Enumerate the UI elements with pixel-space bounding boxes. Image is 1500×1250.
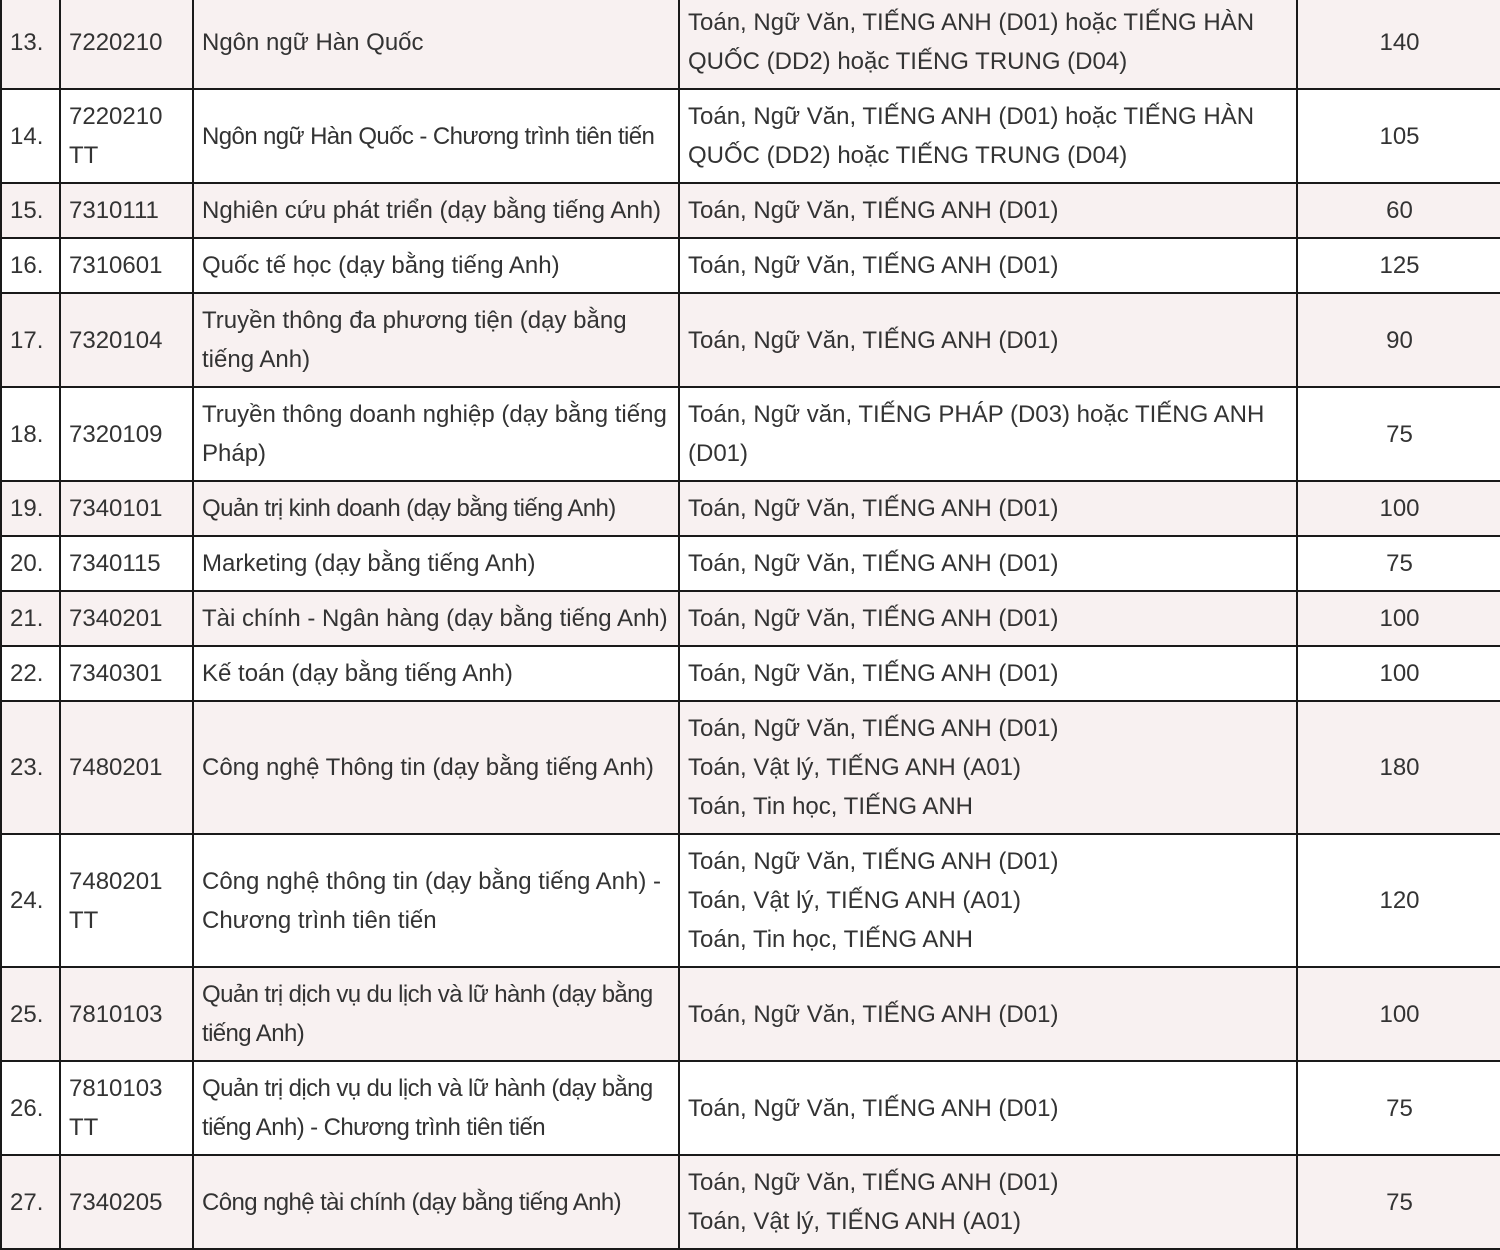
table-row — [1, 591, 1500, 646]
table-row — [1, 183, 1500, 238]
major-code — [60, 834, 193, 967]
row-number: 14. — [1, 89, 60, 183]
subject-combination: Toán, Vật lý, TIẾNG ANH (A01) — [688, 754, 1022, 781]
subject-combination: Toán, Tin học, TIẾNG ANH — [688, 793, 974, 820]
row-number: 24. — [1, 834, 60, 967]
table-row — [1, 238, 1500, 293]
major-name: Quản trị dịch vụ du lịch và lữ hành (dạy bằng tiếng Anh) — [193, 967, 679, 1061]
subject-combination: Toán, Ngữ văn, TIẾNG PHÁP (D03) hoặc TIẾNG ANH (D01) — [688, 401, 1265, 467]
subject-combinations — [679, 967, 1297, 1061]
major-name: Công nghệ tài chính (dạy bằng tiếng Anh) — [193, 1155, 679, 1249]
table-row — [1, 536, 1500, 591]
major-name: Ngôn ngữ Hàn Quốc — [193, 0, 679, 89]
major-name: Marketing (dạy bằng tiếng Anh) — [193, 536, 679, 591]
admission-quota: 100 — [1297, 646, 1500, 701]
subject-combinations — [679, 0, 1297, 89]
subject-combinations — [679, 1061, 1297, 1155]
major-code-line: 7340301 — [69, 660, 163, 687]
major-code-line: 7310601 — [69, 252, 163, 279]
subject-combinations — [679, 293, 1297, 387]
subject-combinations — [679, 701, 1297, 834]
major-code — [60, 967, 193, 1061]
table-row — [1, 701, 1500, 834]
subject-combinations — [679, 89, 1297, 183]
admission-quota: 60 — [1297, 183, 1500, 238]
table-body — [1, 0, 1500, 1249]
admission-quota: 100 — [1297, 481, 1500, 536]
subject-combinations — [679, 834, 1297, 967]
major-name: Công nghệ thông tin (dạy bằng tiếng Anh) - Chương trình tiên tiến — [193, 834, 679, 967]
major-code — [60, 591, 193, 646]
major-code — [60, 1061, 193, 1155]
major-code — [60, 1155, 193, 1249]
row-number: 22. — [1, 646, 60, 701]
admission-quota: 125 — [1297, 238, 1500, 293]
row-number: 18. — [1, 387, 60, 481]
row-number: 26. — [1, 1061, 60, 1155]
major-code-line: 7480201 — [69, 867, 163, 895]
major-code-line: 7340101 — [69, 495, 163, 522]
subject-combination: Toán, Ngữ Văn, TIẾNG ANH (D01) — [688, 660, 1059, 687]
admission-quota: 120 — [1297, 834, 1500, 967]
major-code-line: 7320109 — [69, 420, 163, 448]
subject-combination: Toán, Ngữ Văn, TIẾNG ANH (D01) — [688, 326, 1059, 354]
subject-combination: Toán, Ngữ Văn, TIẾNG ANH (D01) — [688, 715, 1059, 742]
major-code — [60, 183, 193, 238]
major-name: Ngôn ngữ Hàn Quốc - Chương trình tiên tiến — [193, 89, 679, 183]
row-number: 23. — [1, 701, 60, 834]
row-number: 20. — [1, 536, 60, 591]
table-row — [1, 387, 1500, 481]
admission-quota: 105 — [1297, 89, 1500, 183]
admission-quota: 75 — [1297, 536, 1500, 591]
major-code-line: 7810103 — [69, 1075, 163, 1102]
major-code — [60, 646, 193, 701]
major-code — [60, 0, 193, 89]
subject-combination: Toán, Ngữ Văn, TIẾNG ANH (D01) — [688, 1094, 1059, 1122]
major-code — [60, 481, 193, 536]
major-code-line: 7310111 — [69, 197, 159, 224]
major-code — [60, 536, 193, 591]
admission-quota: 75 — [1297, 1061, 1500, 1155]
subject-combination: Toán, Ngữ Văn, TIẾNG ANH (D01) — [688, 550, 1059, 577]
major-code — [60, 701, 193, 834]
table-row — [1, 967, 1500, 1061]
major-code-line: TT — [69, 142, 99, 169]
subject-combination: Toán, Ngữ Văn, TIẾNG ANH (D01) — [688, 1169, 1059, 1196]
major-code-line: 7480201 — [69, 754, 163, 781]
subject-combination: Toán, Ngữ Văn, TIẾNG ANH (D01) — [688, 252, 1059, 279]
major-name: Kế toán (dạy bằng tiếng Anh) — [193, 646, 679, 701]
admission-quota: 90 — [1297, 293, 1500, 387]
major-code — [60, 89, 193, 183]
admission-quota: 180 — [1297, 701, 1500, 834]
admission-quota: 140 — [1297, 0, 1500, 89]
major-code — [60, 387, 193, 481]
subject-combination: Toán, Ngữ Văn, TIẾNG ANH (D01) — [688, 1000, 1059, 1028]
subject-combination: Toán, Ngữ Văn, TIẾNG ANH (D01) hoặc TIẾNG HÀN QUỐC (DD2) hoặc TIẾNG TRUNG (D04) — [688, 9, 1255, 75]
admission-quota: 100 — [1297, 967, 1500, 1061]
major-name: Quản trị kinh doanh (dạy bằng tiếng Anh) — [193, 481, 679, 536]
table-row — [1, 834, 1500, 967]
subject-combination: Toán, Ngữ Văn, TIẾNG ANH (D01) hoặc TIẾNG HÀN QUỐC (DD2) hoặc TIẾNG TRUNG (D04) — [688, 103, 1255, 169]
major-code-line: TT — [69, 906, 99, 934]
major-name: Truyền thông đa phương tiện (dạy bằng tiếng Anh) — [193, 293, 679, 387]
major-code — [60, 238, 193, 293]
table-row — [1, 293, 1500, 387]
subject-combinations — [679, 481, 1297, 536]
major-code-line: 7220210 — [69, 28, 163, 56]
major-name: Truyền thông doanh nghiệp (dạy bằng tiếng Pháp) — [193, 387, 679, 481]
major-code-line: 7810103 — [69, 1000, 163, 1028]
subject-combination: Toán, Tin học, TIẾNG ANH — [688, 926, 974, 953]
subject-combinations — [679, 1155, 1297, 1249]
row-number: 27. — [1, 1155, 60, 1249]
subject-combination: Toán, Vật lý, TIẾNG ANH (A01) — [688, 1208, 1022, 1235]
row-number: 13. — [1, 0, 60, 89]
subject-combination: Toán, Vật lý, TIẾNG ANH (A01) — [688, 887, 1022, 914]
table-row — [1, 481, 1500, 536]
admission-quota: 75 — [1297, 387, 1500, 481]
subject-combination: Toán, Ngữ Văn, TIẾNG ANH (D01) — [688, 495, 1059, 522]
row-number: 17. — [1, 293, 60, 387]
major-code — [60, 293, 193, 387]
row-number: 16. — [1, 238, 60, 293]
table-row — [1, 89, 1500, 183]
major-code-line: 7340205 — [69, 1188, 163, 1216]
major-code-line: TT — [69, 1114, 99, 1141]
subject-combination: Toán, Ngữ Văn, TIẾNG ANH (D01) — [688, 848, 1059, 875]
row-number: 25. — [1, 967, 60, 1061]
major-name: Công nghệ Thông tin (dạy bằng tiếng Anh) — [193, 701, 679, 834]
table-row — [1, 1155, 1500, 1249]
table-row — [1, 1061, 1500, 1155]
row-number: 15. — [1, 183, 60, 238]
row-number: 19. — [1, 481, 60, 536]
major-name: Nghiên cứu phát triển (dạy bằng tiếng Anh) — [193, 183, 679, 238]
subject-combinations — [679, 183, 1297, 238]
major-code-line: 7340115 — [69, 550, 161, 577]
major-name: Quốc tế học (dạy bằng tiếng Anh) — [193, 238, 679, 293]
admission-quota: 75 — [1297, 1155, 1500, 1249]
major-code-line: 7340201 — [69, 605, 163, 632]
major-name: Quản trị dịch vụ du lịch và lữ hành (dạy bằng tiếng Anh) - Chương trình tiên tiến — [193, 1061, 679, 1155]
major-name: Tài chính - Ngân hàng (dạy bằng tiếng Anh) — [193, 591, 679, 646]
subject-combinations — [679, 536, 1297, 591]
subject-combinations — [679, 646, 1297, 701]
table-row — [1, 646, 1500, 701]
subject-combinations — [679, 591, 1297, 646]
major-code-line: 7320104 — [69, 326, 163, 354]
row-number: 21. — [1, 591, 60, 646]
subject-combinations — [679, 387, 1297, 481]
subject-combination: Toán, Ngữ Văn, TIẾNG ANH (D01) — [688, 605, 1059, 632]
subject-combination: Toán, Ngữ Văn, TIẾNG ANH (D01) — [688, 197, 1059, 224]
major-code-line: 7220210 — [69, 103, 163, 130]
table-row — [1, 0, 1500, 89]
subject-combinations — [679, 238, 1297, 293]
admission-quota: 100 — [1297, 591, 1500, 646]
